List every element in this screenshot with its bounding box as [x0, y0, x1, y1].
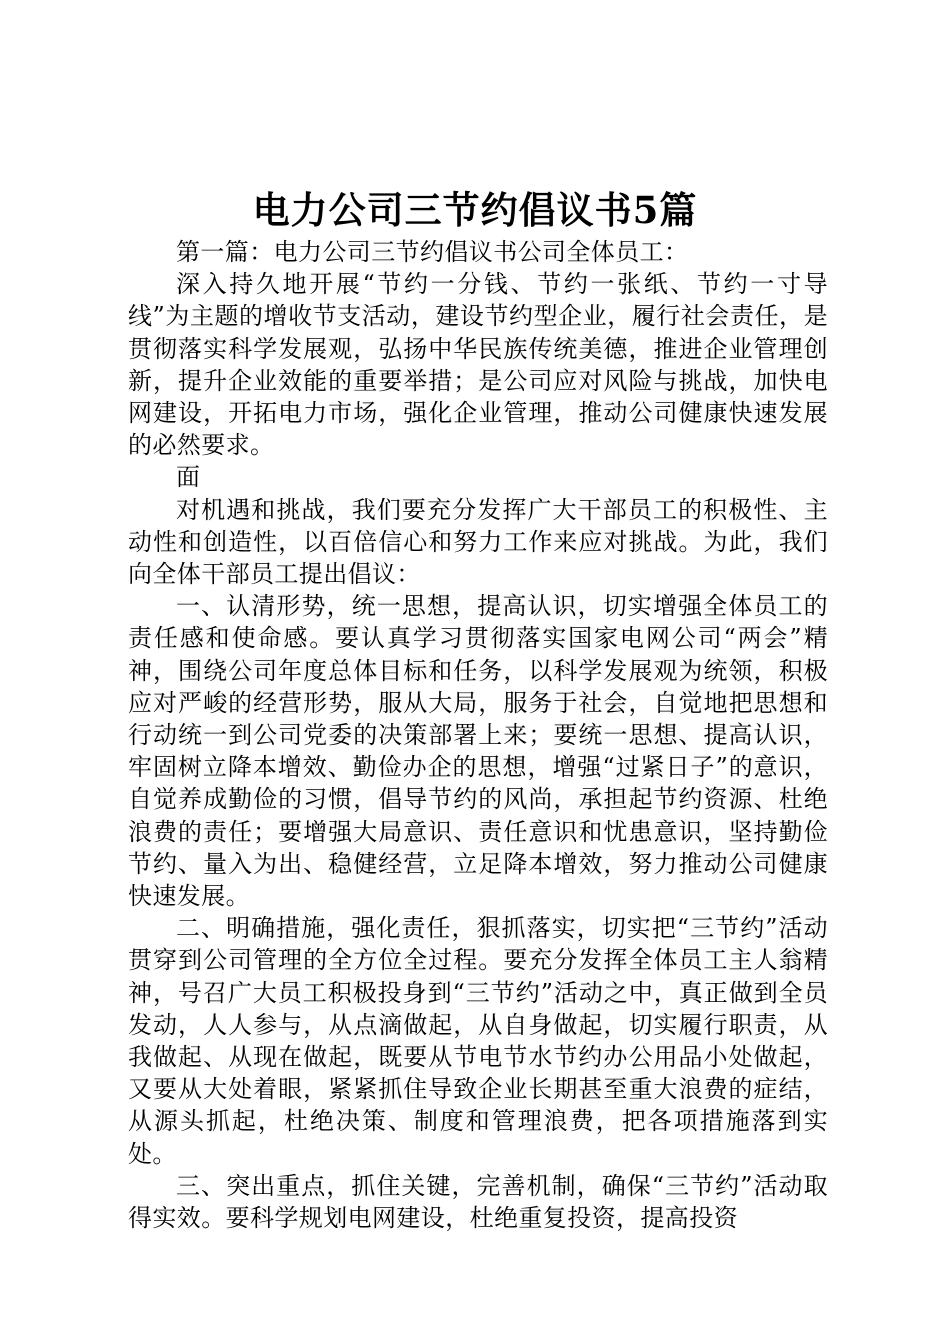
paragraph: 面: [176, 463, 201, 492]
paragraph: 对机遇和挑战，我们要充分发挥广大干部员工的积极性、主动性和创造性，以百倍信心和努力工作来应对挑战。为此，我们向全体干部员工提出倡议：: [128, 495, 828, 589]
paragraph: 深入持久地开展“节约一分钱、节约一张纸、节约一寸导线”为主题的增收节支活动，建设节约型企业，履行社会责任，是贯彻落实科学发展观，弘扬中华民族传统美德，推进企业管理创新，提升企业效能的重要举措；是公司应对风险与挑战，加快电网建设，开拓电力市场，强化企业管理，推动公司健康快速发展的必然要求。: [128, 270, 828, 460]
paragraph: 二、明确措施，强化责任，狠抓落实，切实把“三节约”活动贯穿到公司管理的全方位全过程。要充分发挥全体员工主人翁精神，号召广大员工积极投身到“三节约”活动之中，真正做到全员发动，人人参与，从点滴做起，从自身做起，切实履行职责，从我做起、从现在做起，既要从节电节水节约办公用品小处做起，又要从大处着眼，紧紧抓住导致企业长期甚至重大浪费的症结，从源头抓起，杜绝决策、制度和管理浪费，把各项措施落到实处。: [128, 914, 828, 1168]
document-title: 电力公司三节约倡议书5篇: [252, 188, 698, 232]
document-body: [128, 236, 828, 1234]
paragraph: 一、认清形势，统一思想，提高认识，切实增强全体员工的责任感和使命感。要认真学习贯彻落实国家电网公司“两会”精神，围绕公司年度总体目标和任务，以科学发展观为统领，积极应对严峻的经营形势，服从大局，服务于社会，自觉地把思想和行动统一到公司党委的决策部署上来；要统一思想、提高认识，牢固树立降本增效、勤俭办企的思想，增强“过紧日子”的意识，自觉养成勤俭的习惯，倡导节约的风尚，承担起节约资源、杜绝浪费的责任；要增强大局意识、责任意识和忧患意识，坚持勤俭节约、量入为出、稳健经营，立足降本增效，努力推动公司健康快速发展。: [128, 592, 828, 911]
paragraph-heading: 第一篇：电力公司三节约倡议书公司全体员工：: [176, 238, 689, 266]
paragraph: 三、突出重点，抓住关键，完善机制，确保“三节约”活动取得实效。要科学规划电网建设，杜绝重复投资，提高投资: [128, 1171, 828, 1233]
